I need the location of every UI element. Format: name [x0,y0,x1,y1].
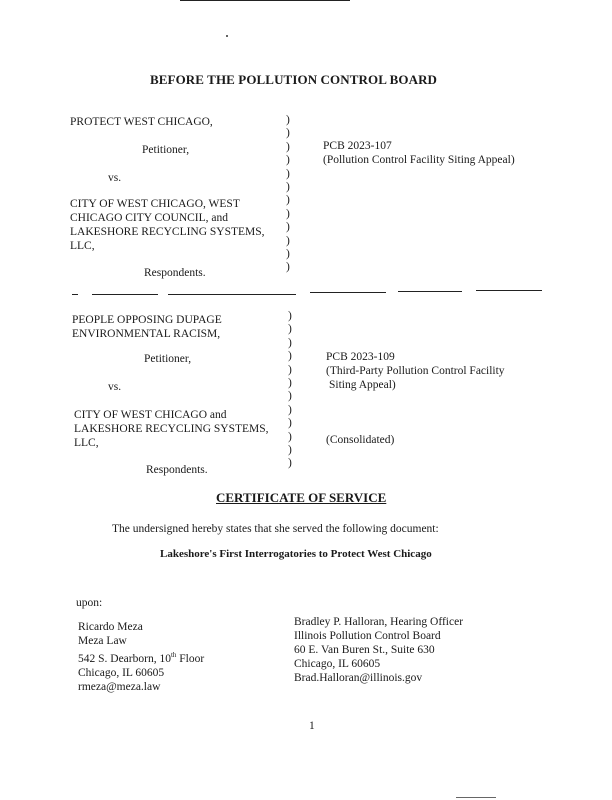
address-floor: Floor [176,652,205,665]
scan-edge-line [180,0,350,1]
case1-vs: vs. [108,172,122,184]
case2-respondent-block [74,408,269,450]
case1-respondent-block [70,197,265,253]
case2-vs: vs. [108,381,122,393]
recipient-line: Illinois Pollution Control Board [294,630,441,642]
case2-respondent-line: LAKESHORE RECYCLING SYSTEMS, [74,423,269,435]
case1-case-number: PCB 2023-107 [323,140,392,152]
case1-case-type: (Pollution Control Facility Siting Appeal) [323,154,515,166]
case1-respondent-line: LLC, [70,240,95,252]
page-number: 1 [309,720,315,732]
court-heading: BEFORE THE POLLUTION CONTROL BOARD [150,72,438,87]
recipient-line: Bradley P. Halloran, Hearing Officer [294,616,464,628]
case2-case-type-line: Siting Appeal) [329,379,396,391]
case2-case-type-line: (Third-Party Pollution Control Facility [326,365,505,377]
recipient-line: Chicago, IL 60605 [294,658,381,670]
case1-respondent-line: LAKESHORE RECYCLING SYSTEMS, [70,226,265,238]
case1-respondent-role: Respondents. [144,267,206,279]
separator-dash [398,291,462,292]
separator-dash [168,294,296,295]
consolidated-label: (Consolidated) [326,434,395,446]
case2-petitioner-block [72,313,222,341]
case1-petitioner-role: Petitioner, [142,144,190,156]
certificate-title: CERTIFICATE OF SERVICE [216,490,387,505]
recipient-right [294,615,463,685]
case1-petitioner-name: PROTECT WEST CHICAGO, [70,116,213,128]
separator-dash [310,292,386,293]
recipient-name: Ricardo Meza [78,621,143,633]
case2-respondent-line: LLC, [74,437,99,449]
case2-petitioner-line: PEOPLE OPPOSING DUPAGE [72,314,222,326]
recipient-firm: Meza Law [78,635,127,647]
scan-edge-mark [456,797,496,798]
separator-dash [92,294,158,295]
case1-respondent-line: CHICAGO CITY COUNCIL, and [70,212,229,224]
separator-dash [72,294,78,295]
recipient-line: 60 E. Van Buren St., Suite 630 [294,644,435,656]
scan-speck [226,35,228,37]
recipient-left [78,620,204,694]
case2-respondent-line: CITY OF WEST CHICAGO and [74,409,227,421]
served-document-title: Lakeshore's First Interrogatories to Protect West Chicago [160,548,432,560]
certificate-statement: The undersigned hereby states that she served the following document: [112,523,439,535]
case1-respondent-line: CITY OF WEST CHICAGO, WEST [70,198,240,210]
address-ordinal: th [170,651,177,659]
case2-caption-parens: ) ) ) ) ) ) ) ) ) ) ) ) [288,310,292,470]
recipient-address [78,648,204,666]
case2-case-number: PCB 2023-109 [326,351,395,363]
address-street: 542 S. Dearborn, 10 [78,652,171,665]
separator-dash [476,290,542,291]
case2-respondent-role: Respondents. [146,464,208,476]
case2-petitioner-line: ENVIRONMENTAL RACISM, [72,328,221,340]
case2-case-type [326,364,505,392]
recipient-line: Brad.Halloran@illinois.gov [294,672,423,684]
upon-label: upon: [76,597,103,609]
recipient-email: rmeza@meza.law [78,680,161,693]
case1-caption-parens: ) ) ) ) ) ) ) ) ) ) ) ) [286,114,290,274]
case2-petitioner-role: Petitioner, [144,353,192,365]
recipient-city: Chicago, IL 60605 [78,666,165,679]
